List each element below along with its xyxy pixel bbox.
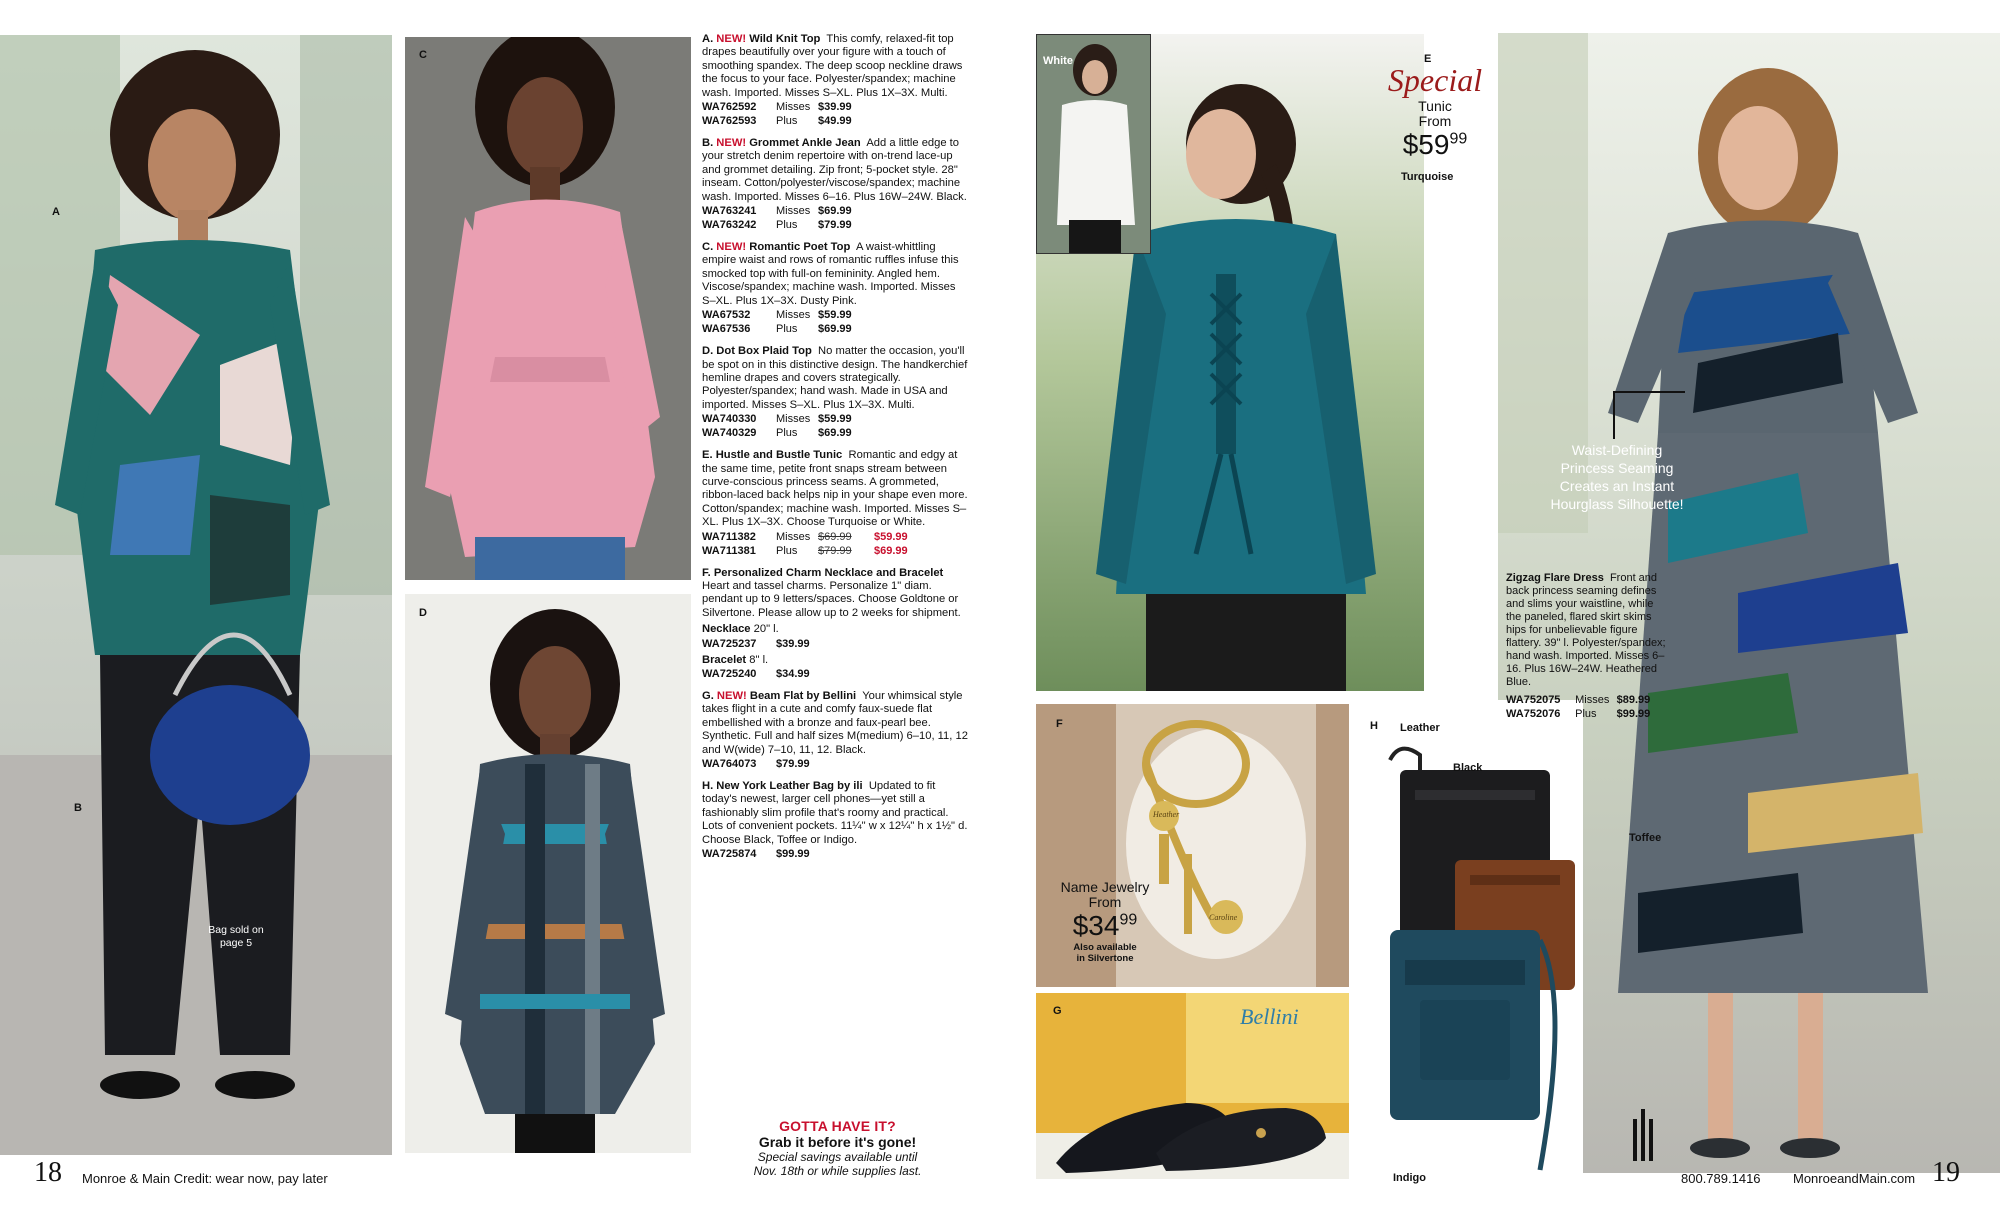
product-letter: E.	[702, 449, 713, 462]
product-a	[702, 33, 970, 128]
sku-code: WA752076	[1506, 708, 1561, 720]
label-white: White	[1043, 55, 1073, 67]
new-badge: NEW!	[716, 241, 747, 254]
sku-row	[702, 544, 970, 558]
credit-footer: Monroe & Main Credit: wear now, pay later	[82, 1171, 328, 1186]
label-b: B	[74, 802, 82, 814]
bag-note: Bag sold on page 5	[208, 924, 264, 949]
label-toffee: Toffee	[1629, 832, 1662, 844]
sku-size: Misses	[1575, 694, 1610, 706]
sku-row	[702, 218, 970, 232]
sku-price: $99.99	[776, 848, 810, 861]
sku-row	[702, 412, 970, 426]
label-c: C	[419, 49, 427, 61]
product-h	[702, 780, 970, 861]
sku-price: $99.99	[1616, 708, 1651, 720]
sku-size: Misses	[776, 413, 811, 426]
phone-number: 800.789.1416	[1681, 1171, 1761, 1186]
product-desc: Heart and tassel charms. Personalize 1" diam. pendant up to 9 letters/spaces. Choose Goldtone or Silvertone. Please allow up to 2 weeks for shipment.	[702, 579, 961, 619]
promo-line: Nov. 18th or while supplies last.	[753, 1164, 922, 1178]
sku-size: Misses	[776, 101, 811, 114]
label-leather: Leather	[1400, 722, 1440, 734]
new-badge: NEW!	[716, 33, 747, 45]
product-name: Personalized Charm Necklace and Bracelet	[713, 566, 944, 579]
label-indigo: Indigo	[1393, 1172, 1426, 1184]
sku-price: $59.99	[818, 309, 852, 322]
label-e: E	[1424, 53, 1432, 65]
product-letter: G.	[702, 690, 714, 702]
sku-code: WA762592	[702, 101, 757, 114]
label-d: D	[419, 607, 427, 619]
product-desc: A waist-whittling empire waist and rows of romantic ruffles infuse this smocked top with full-on femininity. Angled hem. Viscose/spandex; machine wash. Imported. Misses S–XL. Plus 1X–3X. Dusty Pink.	[702, 241, 959, 307]
photo-white-blouse	[1036, 34, 1151, 254]
price-dollars: $59	[1402, 129, 1450, 160]
sku-price: $69.99	[818, 205, 852, 218]
product-desc: Your whimsical style takes flight in a cute and comfy faux-suede flat embellished with a bronze and faux-pearl bee. Synthetic. Full and half sizes M(medium) 6–10, 11, 12 and W(wide) 7–10, 11, 12. Black.	[702, 690, 968, 756]
callout-line: Princess Seaming	[1560, 460, 1674, 476]
sku-code: WA740329	[702, 427, 757, 440]
sku-row	[702, 667, 970, 681]
product-letter: D.	[702, 345, 714, 358]
label-turquoise: Turquoise	[1401, 171, 1454, 183]
sku-row	[702, 100, 970, 114]
sku-price: $89.99	[1616, 694, 1651, 706]
product-desc: Updated to fit today's newest, larger cell phones—yet still a fashionably slim profile that's roomy and practical. Lots of convenient pockets. 11¼" w x 12¼" h x 1½" d. Choose Black, Toffee or Indigo.	[702, 780, 968, 846]
label-a: A	[52, 206, 60, 218]
product-name: Dot Box Plaid Top	[716, 345, 812, 358]
sku-row	[702, 114, 970, 128]
sku-price: $49.99	[818, 115, 852, 128]
website[interactable]: MonroeandMain.com	[1793, 1171, 1916, 1186]
sku-row	[702, 637, 970, 651]
sku-sale-price: $69.99	[874, 544, 908, 557]
product-desc: Romantic and edgy at the same time, petite front snaps stream between curve-conscious princess seams. A grommeted, ribbon-laced back helps nip in your shape even more. Cotton/spandex; machine wash. Imported. Misses S–XL. Plus 1X–3X. Choose Turquoise or White.	[702, 449, 968, 529]
sub-label: Bracelet	[702, 653, 747, 666]
sku-code: WA763242	[702, 219, 757, 232]
sku-size: Plus	[776, 544, 798, 557]
callout-line: Waist-Defining	[1571, 442, 1663, 458]
gotta-have-it-promo	[720, 1118, 955, 1178]
sku-size: Plus	[1575, 708, 1597, 720]
product-name: Romantic Poet Top	[749, 241, 851, 254]
sku-row	[1506, 693, 1666, 707]
engraving-1: Heather	[1153, 810, 1180, 819]
photo-model-c	[405, 37, 691, 580]
special-price	[1380, 129, 1490, 161]
product-e	[702, 449, 970, 557]
jewelry-from: From	[1088, 894, 1122, 910]
callout-line: Hourglass Silhouette!	[1550, 496, 1684, 512]
sub-detail: 8" l.	[749, 653, 769, 666]
special-item: Tunic	[1418, 98, 1452, 114]
special-word: Special	[1387, 62, 1483, 98]
sku-code: WA740330	[702, 413, 757, 426]
jewelry-line: Name Jewelry	[1060, 879, 1150, 895]
product-desc: No matter the occasion, you'll be spot on in this distinctive design. The handkerchief hemline drapes and covers strategically. Polyester/spandex; hand wash. Made in USA and imported. Misses S–XL. Plus 1X–3X. Multi.	[702, 345, 968, 411]
sku-size: Misses	[776, 309, 811, 322]
sku-code: WA67536	[702, 323, 751, 336]
price-cents: 99	[1449, 130, 1468, 148]
new-badge: NEW!	[716, 690, 747, 702]
sku-code: WA67532	[702, 309, 751, 322]
product-f	[702, 567, 970, 681]
sku-row	[1506, 707, 1666, 721]
sku-price: $79.99	[776, 758, 810, 771]
engraving-2: Caroline	[1209, 913, 1238, 922]
promo-line: Special savings available until	[757, 1150, 918, 1164]
product-desc: This comfy, relaxed-fit top drapes beautifully over your figure with a touch of smoothing spandex. The deep scoop neckline draws the focus to your face. Polyester/spandex; machine wash. Imported. Misses S–XL. Plus 1X–3X. Multi.	[702, 33, 963, 99]
sku-code: WA711382	[702, 530, 756, 543]
sku-code: WA762593	[702, 115, 757, 128]
sku-code: WA711381	[702, 544, 756, 557]
sku-old-price: $69.99	[818, 530, 852, 543]
sku-row	[702, 530, 970, 544]
sku-size: Misses	[776, 530, 811, 543]
callout-line: Creates an Instant	[1559, 478, 1675, 494]
product-letter: A.	[702, 33, 714, 45]
sku-code: WA752075	[1506, 694, 1561, 706]
name-jewelry-price	[1040, 880, 1170, 964]
price-cents: 99	[1119, 911, 1138, 929]
sku-price: $34.99	[776, 668, 810, 680]
ili-logo	[1631, 1105, 1655, 1165]
sku-price: $59.99	[818, 413, 852, 426]
product-letter: H.	[702, 780, 714, 793]
sku-row	[702, 426, 970, 440]
sku-row	[702, 847, 970, 861]
sub-detail: 20" l.	[753, 623, 779, 636]
product-letter: F.	[702, 566, 711, 579]
product-name: Zigzag Flare Dress	[1506, 572, 1604, 584]
sku-price: $39.99	[818, 101, 852, 114]
sku-row	[702, 308, 970, 322]
product-d	[702, 345, 970, 440]
sku-code: WA764073	[702, 758, 757, 771]
new-badge: NEW!	[716, 137, 747, 150]
sku-size: Plus	[776, 115, 798, 128]
price-dollars: $34	[1072, 910, 1120, 941]
callout-bracket	[1613, 391, 1685, 439]
sku-price: $39.99	[776, 637, 810, 650]
sku-size: Plus	[776, 219, 798, 232]
sku-code: WA725874	[702, 848, 757, 861]
label-f: F	[1056, 718, 1063, 730]
dress-callout	[1542, 441, 1692, 513]
label-h: H	[1370, 720, 1378, 732]
sku-size: Plus	[776, 427, 798, 440]
sku-price: $69.99	[818, 427, 852, 440]
jewelry-price	[1040, 910, 1170, 942]
product-name: Hustle and Bustle Tunic	[715, 449, 843, 462]
bellini-logo: Bellini	[1240, 1004, 1299, 1029]
product-name: Grommet Ankle Jean	[749, 137, 861, 150]
page-number-right: 19	[1932, 1157, 1960, 1188]
photo-model-d	[405, 594, 691, 1153]
sku-old-price: $79.99	[818, 544, 852, 557]
sku-price: $69.99	[818, 323, 852, 336]
label-black: Black	[1453, 762, 1483, 774]
sku-code: WA763241	[702, 205, 757, 218]
sku-row	[702, 322, 970, 336]
special-from: From	[1418, 113, 1452, 129]
sku-sale-price: $59.99	[874, 530, 908, 543]
product-letter: B.	[702, 137, 714, 150]
page-number-left: 18	[34, 1157, 62, 1188]
product-letter: C.	[702, 241, 714, 254]
sku-code: WA725240	[702, 668, 757, 680]
label-g: G	[1053, 1005, 1062, 1017]
promo-subhead: Grab it before it's gone!	[758, 1134, 917, 1150]
product-name: Beam Flat by Bellini	[749, 690, 857, 702]
product-b	[702, 137, 970, 232]
product-name: New York Leather Bag by ili	[716, 780, 863, 793]
sku-row	[702, 204, 970, 218]
product-desc: Add a little edge to your stretch denim repertoire with on-trend lace-up and grommet detailing. Zip front; 5-pocket style. 28" inseam. Cotton/polyester/viscose/spandex; machine wash. Imported. Misses 6–16. Plus 16W–24W. Black.	[702, 137, 967, 203]
promo-headline: GOTTA HAVE IT?	[779, 1118, 896, 1134]
sku-price: $79.99	[818, 219, 852, 232]
photo-bellini-flat	[1036, 993, 1349, 1179]
product-zigzag-dress	[1506, 572, 1666, 721]
jewelry-note: in Silvertone	[1076, 953, 1134, 964]
special-tunic-price	[1380, 62, 1490, 161]
sku-size: Misses	[776, 205, 811, 218]
sku-size: Plus	[776, 323, 798, 336]
product-name: Wild Knit Top	[749, 33, 821, 45]
sku-code: WA725237	[702, 637, 757, 650]
product-desc: Front and back princess seaming defines and slims your waistline, while the paneled, flared skirt skims hips for unbelievable figure flattery. 39" l. Polyester/spandex; hand wash. Imported. Misses 6–16. Plus 16W–24W. Heathered Blue.	[1506, 572, 1666, 688]
jewelry-note: Also available	[1073, 942, 1137, 953]
product-c	[702, 241, 970, 336]
photo-model-a	[0, 35, 392, 1155]
product-copy-column	[702, 33, 970, 870]
product-g	[702, 690, 970, 771]
sub-label: Necklace	[702, 623, 751, 636]
sku-row	[702, 757, 970, 771]
